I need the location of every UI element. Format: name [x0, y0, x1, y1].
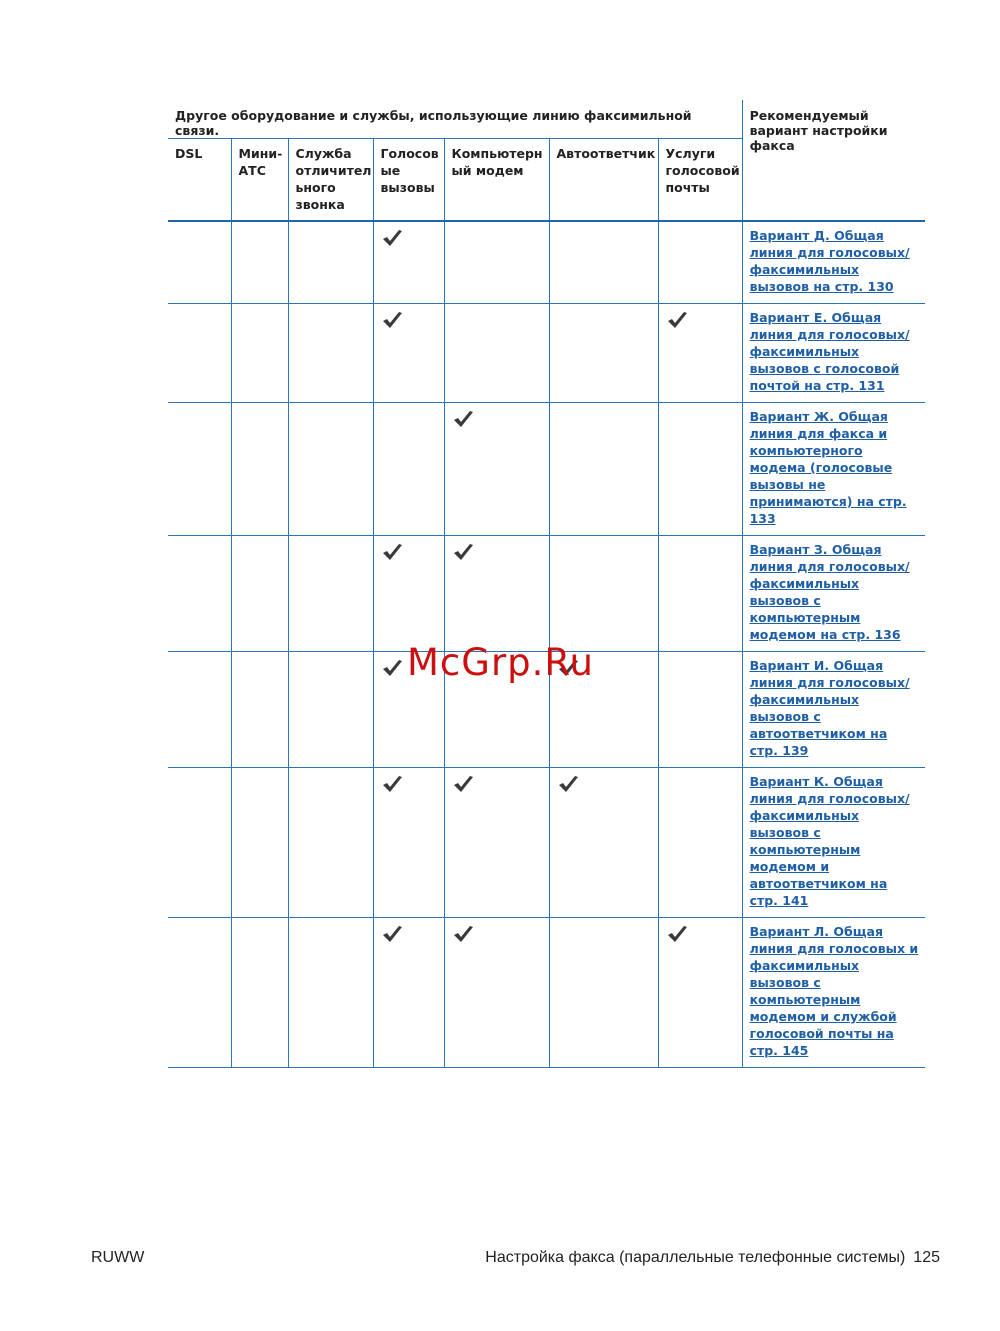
table-cell: [373, 536, 444, 652]
table-cell: [288, 652, 373, 768]
table-cell: [444, 304, 549, 403]
table-cell: [549, 304, 658, 403]
table-cell: [288, 221, 373, 304]
table-cell: [288, 304, 373, 403]
table-cell: [231, 221, 288, 304]
check-icon: [666, 310, 688, 330]
table-row: [168, 536, 925, 652]
table-cell: [658, 536, 742, 652]
table-cell: [658, 652, 742, 768]
table-cell: [373, 221, 444, 304]
table-cell: [658, 768, 742, 918]
table-cell: [231, 652, 288, 768]
table-cell: [168, 536, 231, 652]
column-header-pbx: Мини-АТС: [231, 139, 288, 221]
check-icon: [381, 228, 403, 248]
table-cell: [658, 221, 742, 304]
check-icon: [452, 924, 474, 944]
option-link[interactable]: Вариант Е. Общая линия для голосовых/ факсимильных вызовов с голосовой почтой на стр. 131: [749, 310, 910, 393]
option-link[interactable]: Вариант К. Общая линия для голосовых/ факсимильных вызовов с компьютерным модемом и автоответчиком на стр. 141: [749, 774, 910, 908]
table-cell: [168, 221, 231, 304]
check-icon: [452, 542, 474, 562]
table-cell: [168, 918, 231, 1068]
recommended-option-cell: [742, 652, 925, 768]
table-cell: [549, 768, 658, 918]
table-cell: [658, 918, 742, 1068]
table-row: [168, 918, 925, 1068]
table-cell: [444, 536, 549, 652]
table-cell: [549, 918, 658, 1068]
table-cell: [288, 403, 373, 536]
recommended-option-cell: [742, 536, 925, 652]
column-header-distinctive-ring: Служба отличител ьного звонка: [288, 139, 373, 221]
page-number: 125: [913, 1249, 940, 1266]
table-cell: [444, 403, 549, 536]
recommended-option-cell: [742, 403, 925, 536]
column-header-voice-calls: Голосов ые вызовы: [373, 139, 444, 221]
footer-left: RUWW: [91, 1249, 145, 1266]
table-cell: [549, 403, 658, 536]
table-cell: [373, 403, 444, 536]
table-row: [168, 403, 925, 536]
table-cell: [373, 918, 444, 1068]
table-cell: [549, 536, 658, 652]
option-link[interactable]: Вариант Д. Общая линия для голосовых/ факсимильных вызовов на стр. 130: [749, 227, 910, 294]
column-header-computer-modem: Компьютерн ый модем: [444, 139, 549, 221]
check-icon: [452, 774, 474, 794]
table-cell: [168, 652, 231, 768]
check-icon: [381, 542, 403, 562]
table-cell: [231, 536, 288, 652]
table-cell: [444, 768, 549, 918]
table-cell: [549, 221, 658, 304]
watermark: McGrp.Ru: [407, 641, 594, 684]
table-cell: [231, 403, 288, 536]
check-icon: [381, 310, 403, 330]
group-header: Другое оборудование и службы, использующие линию факсимильной связи.: [168, 100, 742, 139]
recommended-option-cell: [742, 918, 925, 1068]
check-icon: [381, 774, 403, 794]
fax-setup-table: [168, 100, 925, 1068]
table-cell: [288, 536, 373, 652]
table-row: [168, 768, 925, 918]
check-icon: [452, 409, 474, 429]
recommended-option-cell: [742, 768, 925, 918]
table-cell: [658, 403, 742, 536]
table-cell: [288, 918, 373, 1068]
table-cell: [231, 304, 288, 403]
column-header-voice-mail: Услуги голосовой почты: [658, 139, 742, 221]
table-cell: [373, 768, 444, 918]
check-icon: [557, 774, 579, 794]
table-cell: [288, 768, 373, 918]
check-icon: [381, 924, 403, 944]
table-row: [168, 221, 925, 304]
table-cell: [168, 304, 231, 403]
check-icon: [666, 924, 688, 944]
recommended-option-cell: [742, 304, 925, 403]
footer-right: [485, 1249, 940, 1267]
table-cell: [373, 304, 444, 403]
table-cell: [168, 403, 231, 536]
check-icon: [381, 658, 403, 678]
table-cell: [231, 768, 288, 918]
table-cell: [444, 221, 549, 304]
option-link[interactable]: Вариант Ж. Общая линия для факса и компьютерного модема (голосовые вызовы не принимаются) на стр. 133: [749, 409, 907, 526]
option-link[interactable]: Вариант И. Общая линия для голосовых/ факсимильных вызовов с автоответчиком на стр. 139: [749, 658, 910, 758]
column-header-dsl: DSL: [168, 139, 231, 221]
column-header-answering-machine: Автоответчик: [549, 139, 658, 221]
table-row: [168, 304, 925, 403]
option-link[interactable]: Вариант З. Общая линия для голосовых/ факсимильных вызовов с компьютерным модемом на стр. 136: [749, 542, 910, 642]
footer-title: Настройка факса (параллельные телефонные системы): [485, 1249, 906, 1266]
recommended-header: Рекомендуемый вариант настройки факса: [742, 100, 925, 221]
recommended-option-cell: [742, 221, 925, 304]
table-cell: [444, 918, 549, 1068]
table-cell: [658, 304, 742, 403]
option-link[interactable]: Вариант Л. Общая линия для голосовых и факсимильных вызовов с компьютерным модемом и службой голосовой почты на стр. 145: [749, 924, 919, 1058]
table-cell: [168, 768, 231, 918]
table-cell: [231, 918, 288, 1068]
